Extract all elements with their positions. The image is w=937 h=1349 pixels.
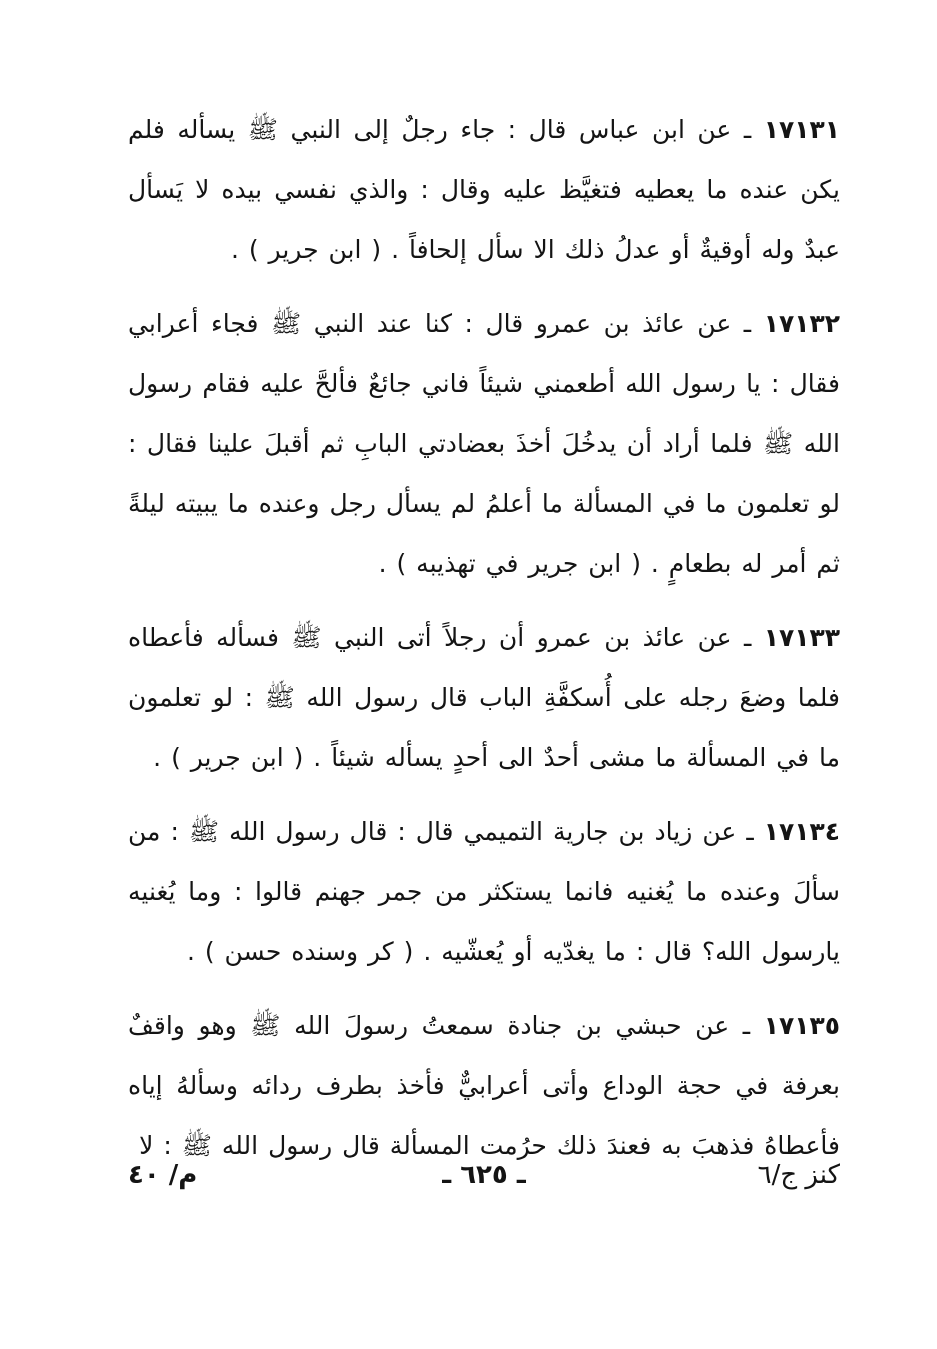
hadith-17131 — [128, 100, 840, 280]
hadith-17134 — [128, 802, 840, 982]
hadith-text: ـ عن عائذ بن عمرو أن رجلاً أتى النبي ﷺ فسأله فأعطاه فلما وضعَ رجله على أُسكفَّةِ الباب قال رسول الله ﷺ : لو تعلمون ما في المسألة ما مشى أحدٌ الى أحدٍ يسأله شيئاً . ( ابن جرير ) . — [128, 623, 840, 772]
hadith-list — [128, 100, 840, 1190]
page-number: ـ ٦٢٥ ـ — [442, 1160, 526, 1190]
page-footer — [128, 1160, 840, 1210]
hadith-number: ١٧١٣٢ — [763, 309, 840, 338]
hadith-number: ١٧١٣٥ — [763, 1011, 840, 1040]
hadith-17135 — [128, 996, 840, 1176]
hadith-number: ١٧١٣٤ — [763, 817, 840, 846]
hadith-text: ـ عن ابن عباس قال : جاء رجلٌ إلى النبي ﷺ يسأله فلم يكن عنده ما يعطيه فتغيَّظ عليه وقال : والذي نفسي بيده لا يَسأل عبدٌ وله أوقيةٌ أو عدلُ ذلك الا سأل إلحافاً . ( ابن جرير ) . — [128, 115, 840, 264]
signature-mark: م/ ٤٠ — [128, 1160, 198, 1190]
hadith-text: ـ عن حبشي بن جنادة سمعتُ رسولَ الله ﷺ وهو واقفٌ بعرفة في حجة الوداع وأتى أعرابيٌّ فأخذ بطرف ردائه وسألهُ إياه فأعطاهُ فذهبَ به فعندَ ذلك حرُمت المسألة قال رسول الله ﷺ : لا — [128, 1011, 840, 1160]
hadith-17133 — [128, 608, 840, 788]
hadith-number: ١٧١٣١ — [763, 115, 840, 144]
hadith-text: ـ عن زياد بن جارية التميمي قال : قال رسول الله ﷺ : من سألَ وعنده ما يُغنيه فانما يستكثر من جمر جهنم قالوا : وما يُغنيه يارسول الله؟ قال : ما يغدّيه أو يُعشّيه . ( كر وسنده حسن ) . — [128, 817, 840, 966]
hadith-text: ـ عن عائذ بن عمرو قال : كنا عند النبي ﷺ فجاء أعرابي فقال : يا رسول الله أطعمني شيئاً فاني جائعٌ فألحَّ عليه فقام رسول الله ﷺ فلما أراد أن يدخُلَ أخذَ بعضادتي البابِ ثم أقبلَ علينا فقال : لو تعلمون ما في المسألة ما أعلمُ لم يسأل رجل وعنده ما يبيته ليلةً ثم أمر له بطعامٍ . ( ابن جرير في تهذيبه ) . — [128, 309, 840, 578]
hadith-number: ١٧١٣٣ — [763, 623, 840, 652]
volume-reference: كنز ج/٦ — [757, 1160, 840, 1190]
hadith-17132 — [128, 294, 840, 594]
